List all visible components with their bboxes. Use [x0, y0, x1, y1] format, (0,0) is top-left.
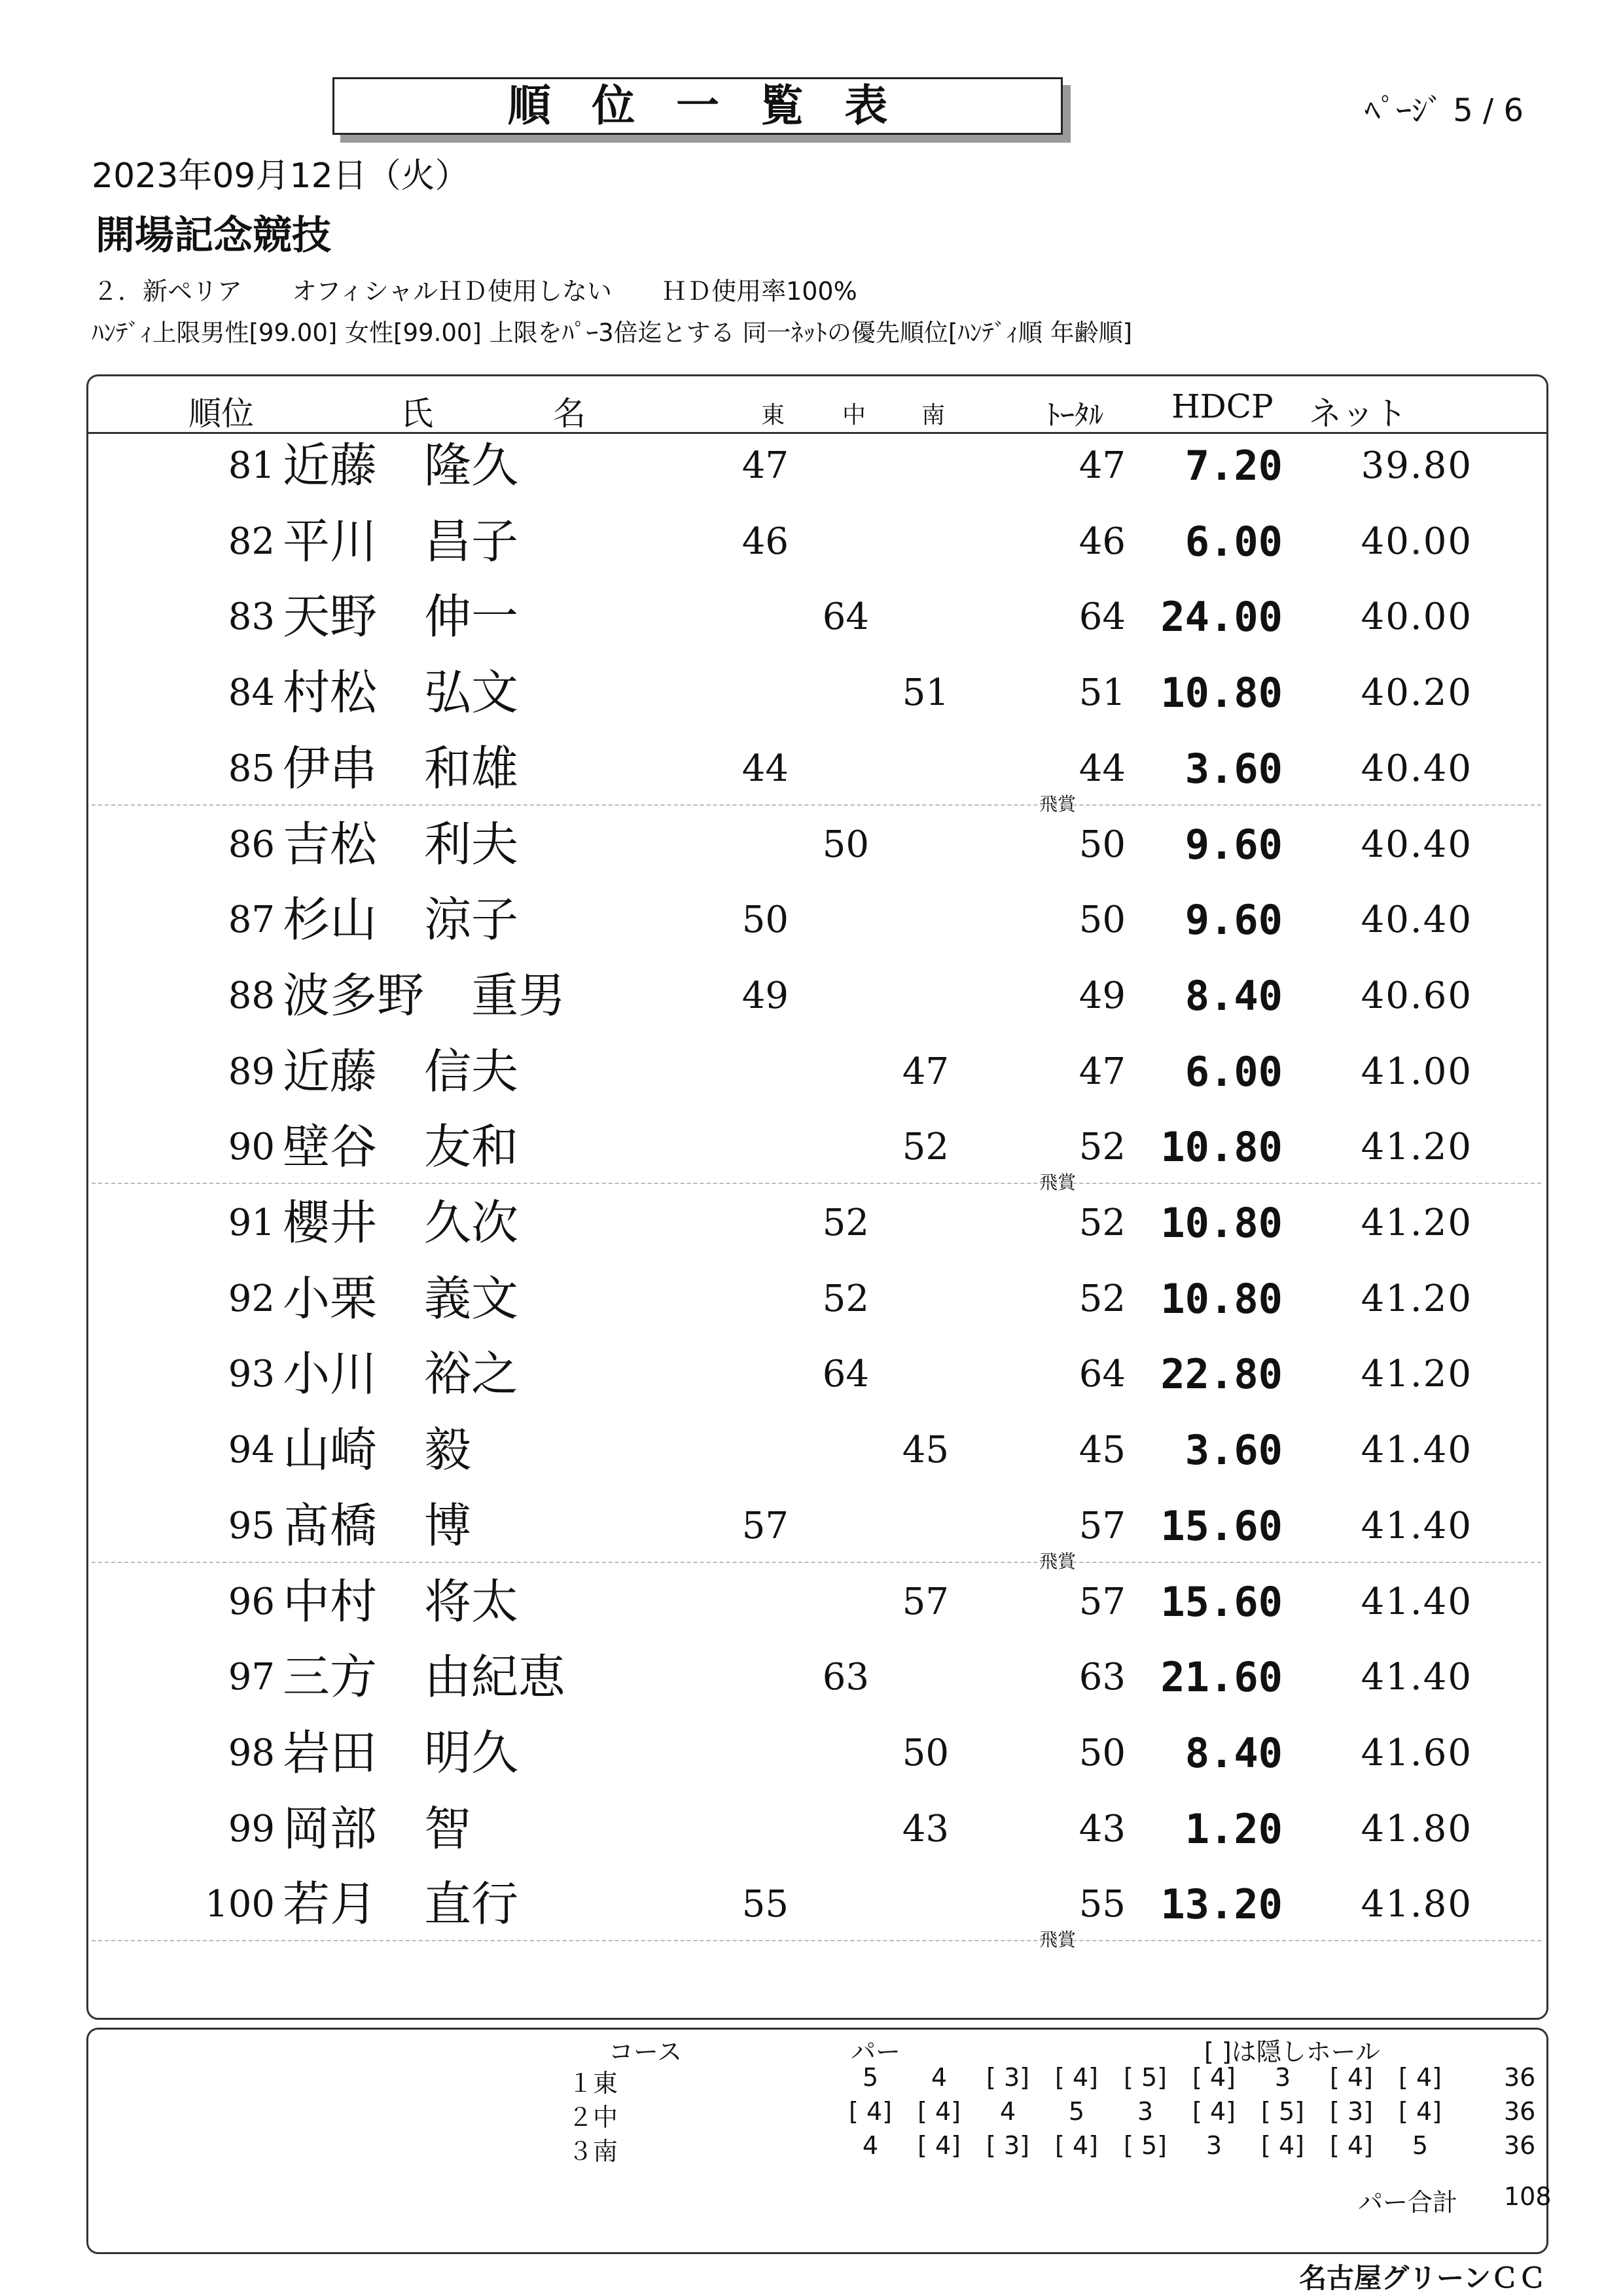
total-cell: 47	[1079, 1050, 1126, 1093]
rank-cell: 93	[228, 1353, 275, 1396]
table-row	[0, 655, 1623, 730]
hdcp-cell: 3.60	[1185, 1426, 1283, 1475]
net-cell: 41.80	[1361, 1883, 1472, 1926]
column-east: 東	[761, 402, 785, 429]
par-cell: [ 4]	[1192, 2097, 1236, 2126]
rank-cell: 99	[228, 1807, 275, 1850]
east-score-cell: 57	[741, 1504, 789, 1547]
course-par-total: 36	[1504, 2097, 1536, 2126]
group-separator	[92, 1940, 1541, 1941]
name-cell: 髙橋 博	[283, 1498, 472, 1553]
total-cell: 50	[1079, 823, 1126, 866]
east-score-cell: 47	[741, 444, 789, 487]
event-date: 2023年09月12日（火）	[92, 156, 469, 196]
par-cell: [ 5]	[1124, 2063, 1167, 2092]
table-row	[0, 1185, 1623, 1261]
name-cell: 小川 裕之	[283, 1346, 519, 1402]
net-cell: 41.60	[1361, 1731, 1472, 1774]
total-cell: 44	[1079, 747, 1126, 790]
course-label: コース	[609, 2037, 683, 2066]
net-cell: 40.20	[1361, 672, 1472, 715]
south-score-cell: 45	[902, 1429, 949, 1472]
east-score-cell: 50	[741, 899, 789, 942]
table-row	[0, 1261, 1623, 1336]
rank-cell: 88	[228, 974, 275, 1017]
name-cell: 波多野 重男	[283, 967, 566, 1023]
middle-score-cell: 64	[822, 1353, 869, 1396]
hdcp-cell: 24.00	[1160, 593, 1283, 641]
middle-score-cell: 50	[822, 823, 869, 866]
column-net: ネット	[1309, 395, 1407, 433]
hdcp-cell: 10.80	[1160, 1274, 1283, 1323]
net-cell: 40.40	[1361, 747, 1472, 790]
title-box	[332, 77, 1063, 135]
hdcp-cell: 15.60	[1160, 1501, 1283, 1550]
handicap-limits: ﾊﾝﾃﾞｨ上限男性[99.00] 女性[99.00] 上限をﾊﾟｰ3倍迄とする 同一ﾈｯﾄの優先順位[ﾊﾝﾃﾞｨ順 年齢順]	[92, 319, 1133, 347]
name-cell: 吉松 利夫	[283, 816, 519, 872]
par-cell: [ 4]	[918, 2131, 961, 2160]
east-score-cell: 49	[741, 974, 789, 1017]
table-row	[0, 579, 1623, 655]
total-cell: 63	[1079, 1656, 1126, 1699]
par-cell: [ 4]	[1330, 2063, 1373, 2092]
table-row	[0, 1412, 1623, 1488]
net-cell: 41.20	[1361, 1202, 1472, 1244]
par-label: パー	[851, 2037, 901, 2066]
table-row	[0, 882, 1623, 958]
table-row	[0, 1715, 1623, 1791]
total-cell: 64	[1079, 596, 1126, 639]
south-score-cell: 43	[902, 1807, 949, 1850]
group-separator	[92, 1183, 1541, 1184]
middle-score-cell: 52	[822, 1202, 869, 1244]
table-row	[0, 731, 1623, 815]
total-cell: 55	[1079, 1883, 1126, 1926]
par-cell: 4	[931, 2063, 948, 2092]
total-cell: 50	[1079, 1731, 1126, 1774]
total-cell: 51	[1079, 672, 1126, 715]
hdcp-cell: 8.40	[1185, 971, 1283, 1020]
club-name: 名古屋グリーンＣＣ	[1299, 2262, 1546, 2294]
par-cell: [ 4]	[1399, 2063, 1442, 2092]
table-row	[0, 1867, 1623, 1951]
total-cell: 52	[1079, 1202, 1126, 1244]
name-cell: 若月 直行	[283, 1876, 519, 1932]
name-cell: 岡部 智	[283, 1801, 472, 1856]
name-cell: 小栗 義文	[283, 1270, 519, 1326]
table-row	[0, 428, 1623, 503]
hdcp-cell: 1.20	[1185, 1804, 1283, 1853]
column-name-2: 名	[553, 395, 586, 433]
name-cell: 三方 由紀恵	[283, 1649, 566, 1705]
table-row	[0, 1791, 1623, 1867]
course-par-total: 36	[1504, 2131, 1536, 2160]
par-cell: 3	[1137, 2097, 1154, 2126]
prize-label: 飛賞	[1039, 1172, 1077, 1194]
table-row	[0, 1336, 1623, 1412]
hdcp-cell: 10.80	[1160, 1199, 1283, 1247]
event-name: 開場記念競技	[96, 213, 331, 259]
par-cell: [ 5]	[1124, 2131, 1167, 2160]
rank-cell: 87	[228, 899, 275, 942]
hdcp-cell: 9.60	[1185, 820, 1283, 869]
prize-label: 飛賞	[1039, 1929, 1077, 1951]
total-cell: 50	[1079, 899, 1126, 942]
total-cell: 52	[1079, 1277, 1126, 1320]
table-row	[0, 1640, 1623, 1715]
net-cell: 41.40	[1361, 1429, 1472, 1472]
rank-cell: 89	[228, 1050, 275, 1093]
prize-label: 飛賞	[1039, 1550, 1077, 1572]
column-hdcp: HDCP	[1171, 387, 1274, 425]
net-cell: 41.40	[1361, 1504, 1472, 1547]
table-row	[0, 1564, 1623, 1640]
table-row	[0, 504, 1623, 579]
rank-cell: 83	[228, 596, 275, 639]
rank-cell: 85	[228, 747, 275, 790]
net-cell: 40.60	[1361, 974, 1472, 1017]
par-cell: [ 4]	[1055, 2131, 1098, 2160]
south-score-cell: 51	[902, 672, 949, 715]
total-cell: 57	[1079, 1580, 1126, 1623]
rank-cell: 86	[228, 823, 275, 866]
par-cell: [ 4]	[1055, 2063, 1098, 2092]
par-cell: [ 4]	[1399, 2097, 1442, 2126]
page-number: ﾍﾟｰｼﾞ 5 / 6	[1364, 92, 1524, 129]
par-cell: 3	[1205, 2131, 1222, 2160]
net-cell: 40.00	[1361, 520, 1472, 563]
net-cell: 40.40	[1361, 823, 1472, 866]
scoring-rules: ２．新ペリア オフィシャルＨＤ使用しない ＨＤ使用率100%	[93, 277, 857, 306]
name-cell: 壁谷 友和	[283, 1119, 519, 1175]
name-cell: 中村 将太	[283, 1573, 519, 1629]
par-cell: [ 3]	[986, 2131, 1029, 2160]
column-name-1: 氏	[401, 395, 433, 433]
total-cell: 57	[1079, 1504, 1126, 1547]
course-name: ２中	[568, 2103, 618, 2132]
middle-score-cell: 64	[822, 596, 869, 639]
column-middle: 中	[842, 402, 866, 429]
name-cell: 近藤 信夫	[283, 1043, 519, 1099]
total-cell: 49	[1079, 974, 1126, 1017]
net-cell: 40.00	[1361, 596, 1472, 639]
par-cell: [ 4]	[918, 2097, 961, 2126]
net-cell: 39.80	[1361, 444, 1472, 487]
hdcp-cell: 15.60	[1160, 1577, 1283, 1626]
south-score-cell: 50	[902, 1731, 949, 1774]
table-row	[0, 1488, 1623, 1572]
rank-cell: 92	[228, 1277, 275, 1320]
hdcp-cell: 10.80	[1160, 1123, 1283, 1172]
total-cell: 47	[1079, 444, 1126, 487]
par-cell: [ 4]	[1330, 2131, 1373, 2160]
par-cell: 5	[862, 2063, 879, 2092]
hdcp-cell: 10.80	[1160, 669, 1283, 717]
column-total: ﾄｰﾀﾙ	[1046, 399, 1103, 432]
south-score-cell: 52	[902, 1126, 949, 1169]
par-cell: 3	[1274, 2063, 1291, 2092]
table-row	[0, 1109, 1623, 1194]
hdcp-cell: 6.00	[1185, 1047, 1283, 1096]
course-name: １東	[568, 2069, 618, 2098]
par-cell: [ 3]	[986, 2063, 1029, 2092]
rank-cell: 96	[228, 1580, 275, 1623]
par-cell: [ 4]	[1261, 2131, 1304, 2160]
table-row	[0, 1034, 1623, 1109]
par-cell: 5	[1412, 2131, 1429, 2160]
rank-cell: 91	[228, 1202, 275, 1244]
par-total-value: 108	[1504, 2182, 1552, 2211]
rank-cell: 81	[228, 444, 275, 487]
hdcp-cell: 6.00	[1185, 517, 1283, 565]
middle-score-cell: 52	[822, 1277, 869, 1320]
hdcp-cell: 8.40	[1185, 1729, 1283, 1777]
east-score-cell: 44	[741, 747, 789, 790]
par-cell: [ 4]	[849, 2097, 892, 2126]
rank-cell: 94	[228, 1429, 275, 1472]
south-score-cell: 47	[902, 1050, 949, 1093]
name-cell: 岩田 明久	[283, 1725, 519, 1780]
net-cell: 41.40	[1361, 1580, 1472, 1623]
net-cell: 41.00	[1361, 1050, 1472, 1093]
net-cell: 40.40	[1361, 899, 1472, 942]
rank-cell: 100	[205, 1883, 275, 1926]
net-cell: 41.20	[1361, 1277, 1472, 1320]
hdcp-cell: 7.20	[1185, 442, 1283, 490]
par-cell: 4	[862, 2131, 879, 2160]
column-rank: 順位	[188, 395, 254, 433]
total-cell: 64	[1079, 1353, 1126, 1396]
par-cell: [ 3]	[1330, 2097, 1373, 2126]
table-row	[0, 958, 1623, 1033]
name-cell: 山崎 毅	[283, 1422, 472, 1478]
rank-cell: 98	[228, 1731, 275, 1774]
name-cell: 杉山 涼子	[283, 892, 519, 948]
name-cell: 櫻井 久次	[283, 1195, 519, 1250]
total-cell: 43	[1079, 1807, 1126, 1850]
total-cell: 46	[1079, 520, 1126, 563]
page-title: 順位一覧表	[507, 81, 929, 131]
rank-cell: 95	[228, 1504, 275, 1547]
south-score-cell: 57	[902, 1580, 949, 1623]
par-cell: [ 5]	[1261, 2097, 1304, 2126]
net-cell: 41.40	[1361, 1656, 1472, 1699]
east-score-cell: 55	[741, 1883, 789, 1926]
rank-cell: 84	[228, 672, 275, 715]
course-name: ３南	[568, 2137, 618, 2166]
east-score-cell: 46	[741, 520, 789, 563]
name-cell: 村松 弘文	[283, 665, 519, 721]
group-separator	[92, 1562, 1541, 1563]
total-cell: 52	[1079, 1126, 1126, 1169]
middle-score-cell: 63	[822, 1656, 869, 1699]
par-cell: 5	[1068, 2097, 1085, 2126]
name-cell: 近藤 隆久	[283, 438, 519, 493]
group-separator	[92, 804, 1541, 806]
hdcp-cell: 3.60	[1185, 744, 1283, 793]
prize-label: 飛賞	[1039, 793, 1077, 815]
name-cell: 平川 昌子	[283, 513, 519, 569]
rank-cell: 90	[228, 1126, 275, 1169]
hdcp-cell: 21.60	[1160, 1653, 1283, 1702]
par-cell: 4	[999, 2097, 1016, 2126]
hidden-hole-note: [ ]は隠しホール	[1204, 2037, 1380, 2066]
hdcp-cell: 13.20	[1160, 1880, 1283, 1929]
column-south: 南	[921, 402, 946, 429]
hdcp-cell: 22.80	[1160, 1350, 1283, 1399]
name-cell: 伊串 和雄	[283, 740, 519, 796]
net-cell: 41.20	[1361, 1126, 1472, 1169]
par-cell: [ 4]	[1192, 2063, 1236, 2092]
total-cell: 45	[1079, 1429, 1126, 1472]
net-cell: 41.80	[1361, 1807, 1472, 1850]
rank-cell: 97	[228, 1656, 275, 1699]
rank-cell: 82	[228, 520, 275, 563]
net-cell: 41.20	[1361, 1353, 1472, 1396]
name-cell: 天野 伸一	[283, 589, 519, 645]
hdcp-cell: 9.60	[1185, 896, 1283, 944]
table-row	[0, 807, 1623, 882]
par-total-label: パー合計	[1358, 2188, 1458, 2217]
course-par-total: 36	[1504, 2063, 1536, 2092]
